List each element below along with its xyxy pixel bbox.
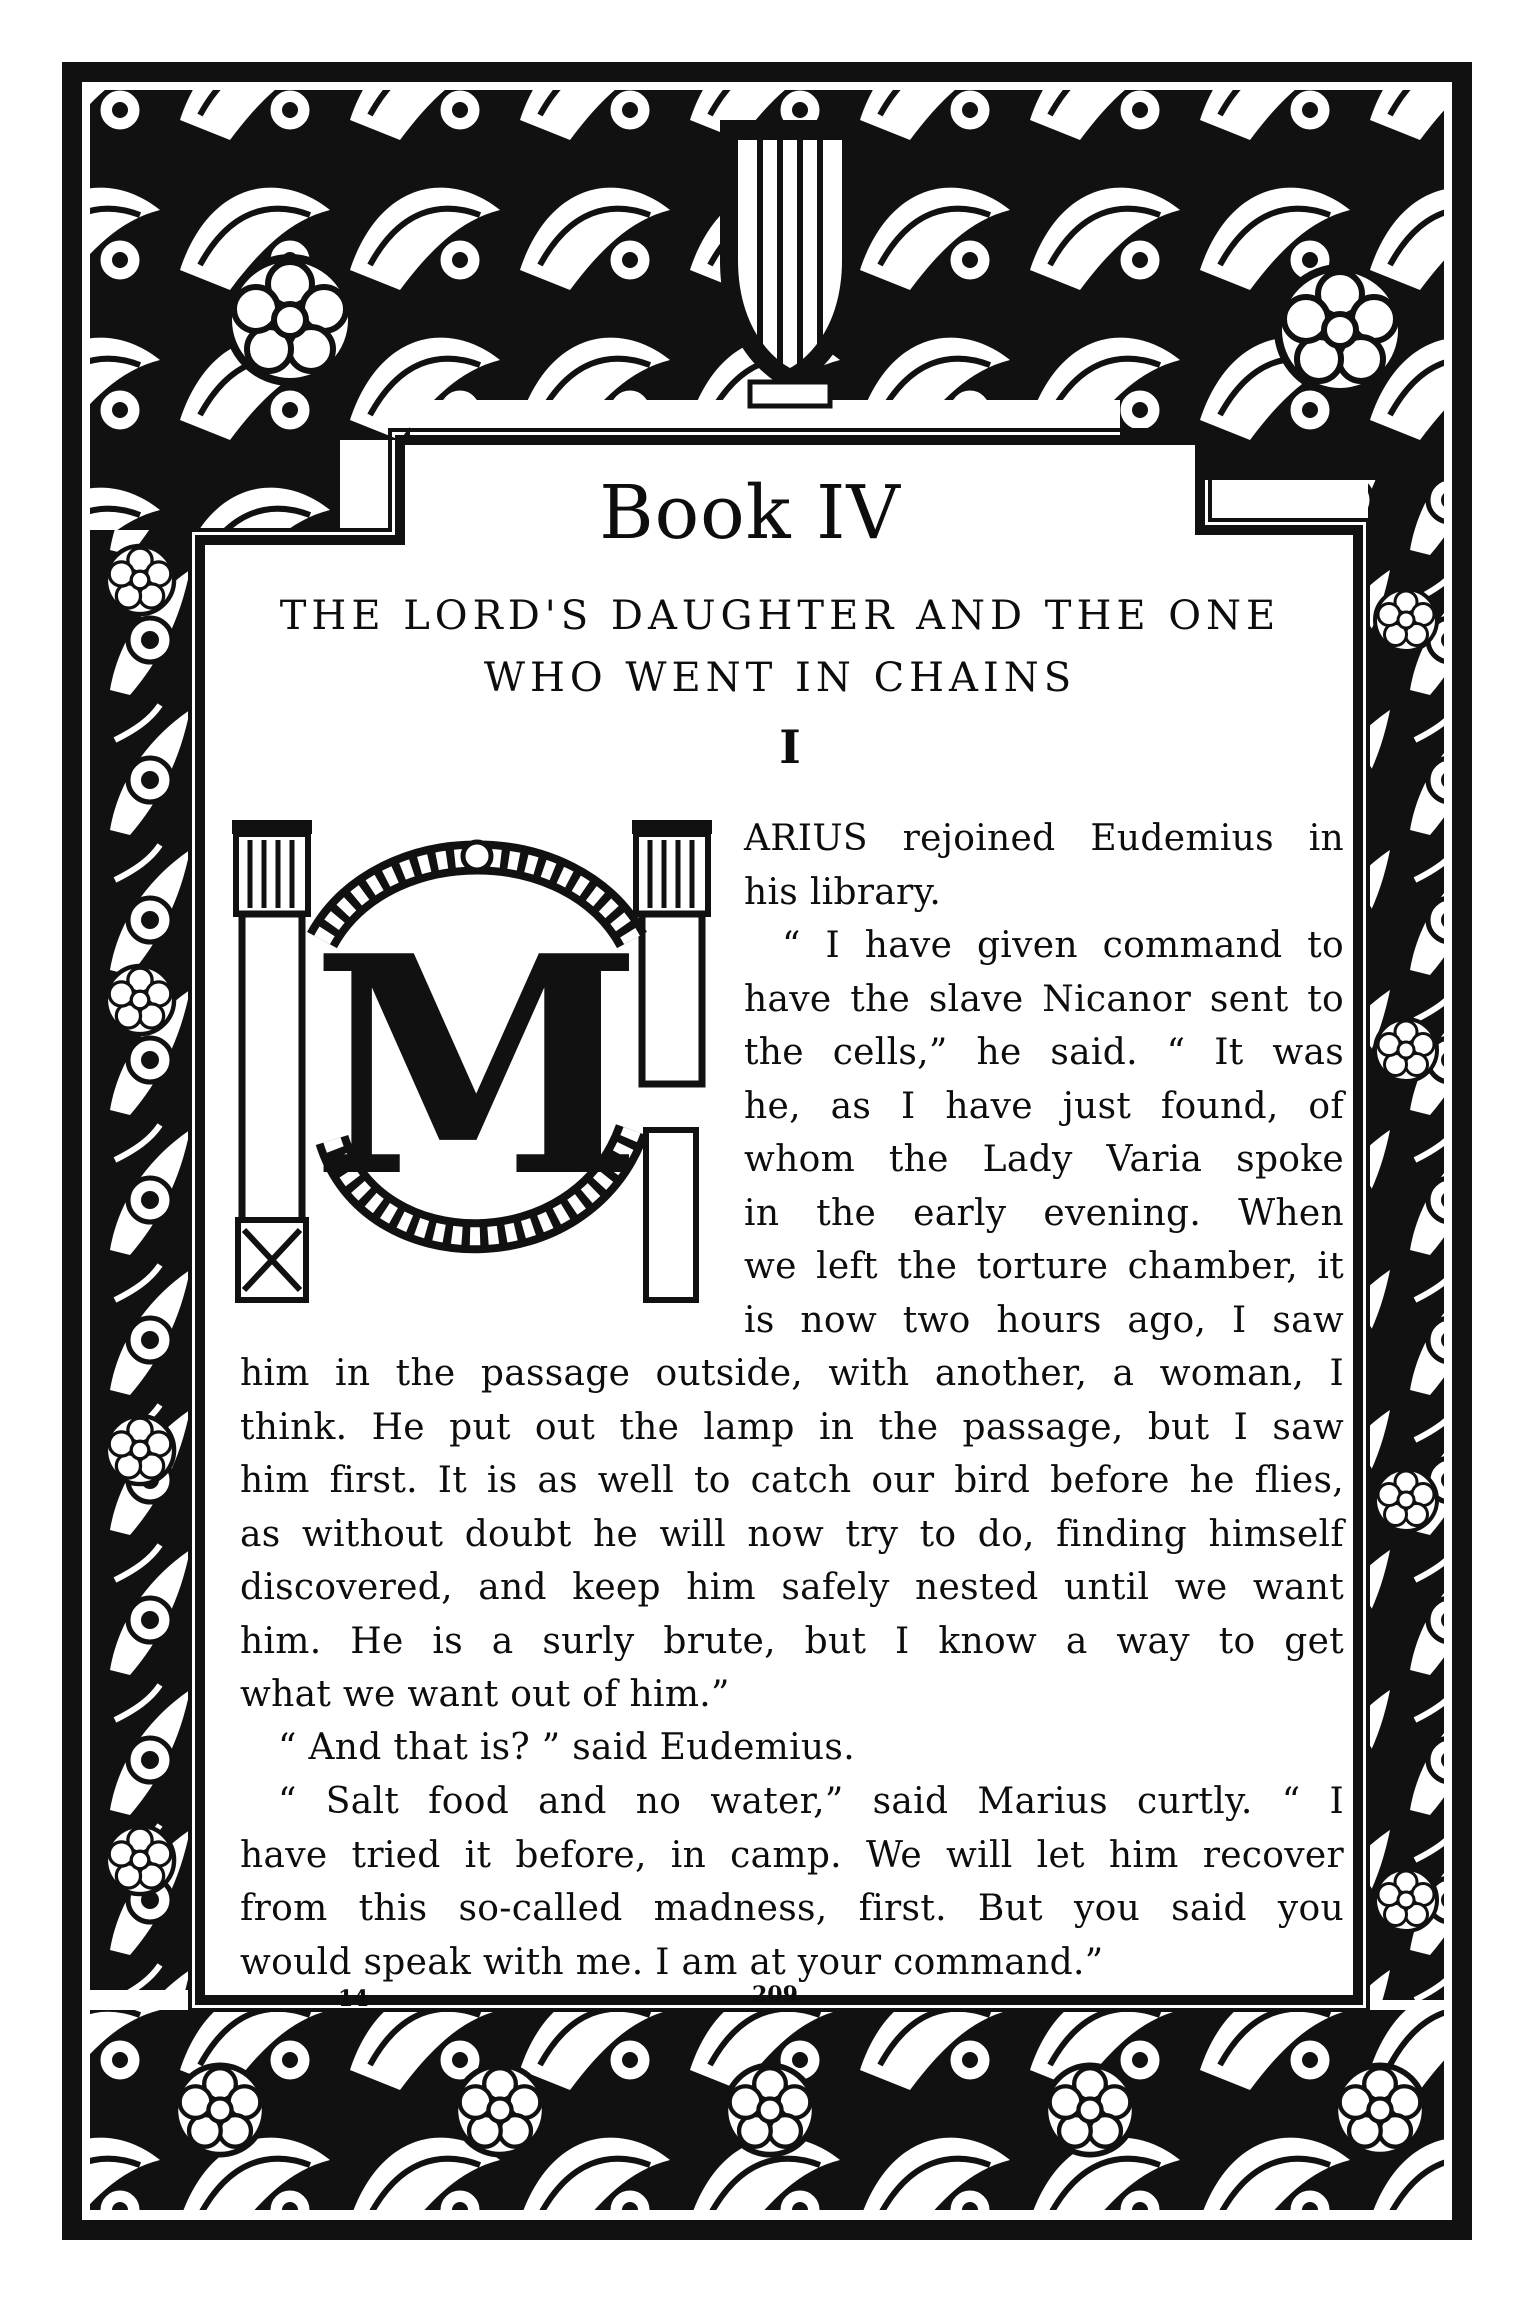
paragraph-5-line-4: would speak with me. I am at your command.” [240,1941,1104,1983]
paragraph-1-line-2: his library. [744,871,942,913]
drop-cap-m [222,800,732,1320]
paragraph-2-line-5: whom the Lady Varia spoke [744,1139,1344,1180]
drop-cap-letter: M [310,890,644,1243]
paragraph-5-line-3: from this so-called madness, first. But you said you [240,1888,1344,1929]
paragraph-2-line-1: “ I have given command to [782,925,1344,966]
book-heading: Book IV [599,470,901,556]
paragraph-2-line-6: in the early evening. When [744,1192,1344,1234]
paragraph-4 [240,1721,1344,1775]
paragraph-2-line-8: is now two hours ago, I saw [744,1299,1344,1341]
paragraph-2-line-4: he, as I have just found, of [744,1085,1344,1127]
paragraph-4-line-1: “ And that is? ” said Eudemius. [278,1727,855,1768]
paragraph-3-line-1: him in the passage outside, with another, a woman, I [240,1353,1344,1394]
chapter-title-line-1: THE LORD'S DAUGHTER AND THE ONE [279,593,1281,639]
paragraph-3-line-4: as without doubt he will now try to do, finding himself [240,1513,1344,1555]
paragraph-2-line-7: we left the torture chamber, it [744,1246,1344,1287]
paragraph-3-line-3: him first. It is as well to catch our bird before he flies, [240,1460,1344,1501]
paragraph-3-line-7: what we want out of him.” [240,1674,730,1715]
paragraph-3-line-2: think. He put out the lamp in the passage, but I saw [240,1406,1344,1448]
signature-mark: 14 [338,1986,369,2012]
chapter-title-line-2: WHO WENT IN CHAINS [483,655,1077,701]
page-number: 209 [752,1982,798,2008]
paragraph-1 [744,812,1344,919]
section-numeral: I [779,720,801,774]
paragraph-5-line-1: “ Salt food and no water,” said Marius curtly. “ I [278,1781,1344,1822]
paragraph-3-line-5: discovered, and keep him safely nested until we want [240,1567,1344,1608]
paragraph-5 [240,1775,1344,1989]
chapter-title [240,585,1320,709]
paragraph-2 [744,919,1344,1347]
paragraph-3 [240,1347,1344,1722]
paragraph-5-line-2: have tried it before, in camp. We will let him recover [240,1834,1344,1876]
paragraph-2-line-3: the cells,” he said. “ It was [744,1032,1344,1073]
paragraph-2-line-2: have the slave Nicanor sent to [744,978,1344,1020]
paragraph-1-line-1: ARIUS rejoined Eudemius in [744,818,1344,859]
paragraph-3-line-6: him. He is a surly brute, but I know a way to get [240,1620,1344,1662]
